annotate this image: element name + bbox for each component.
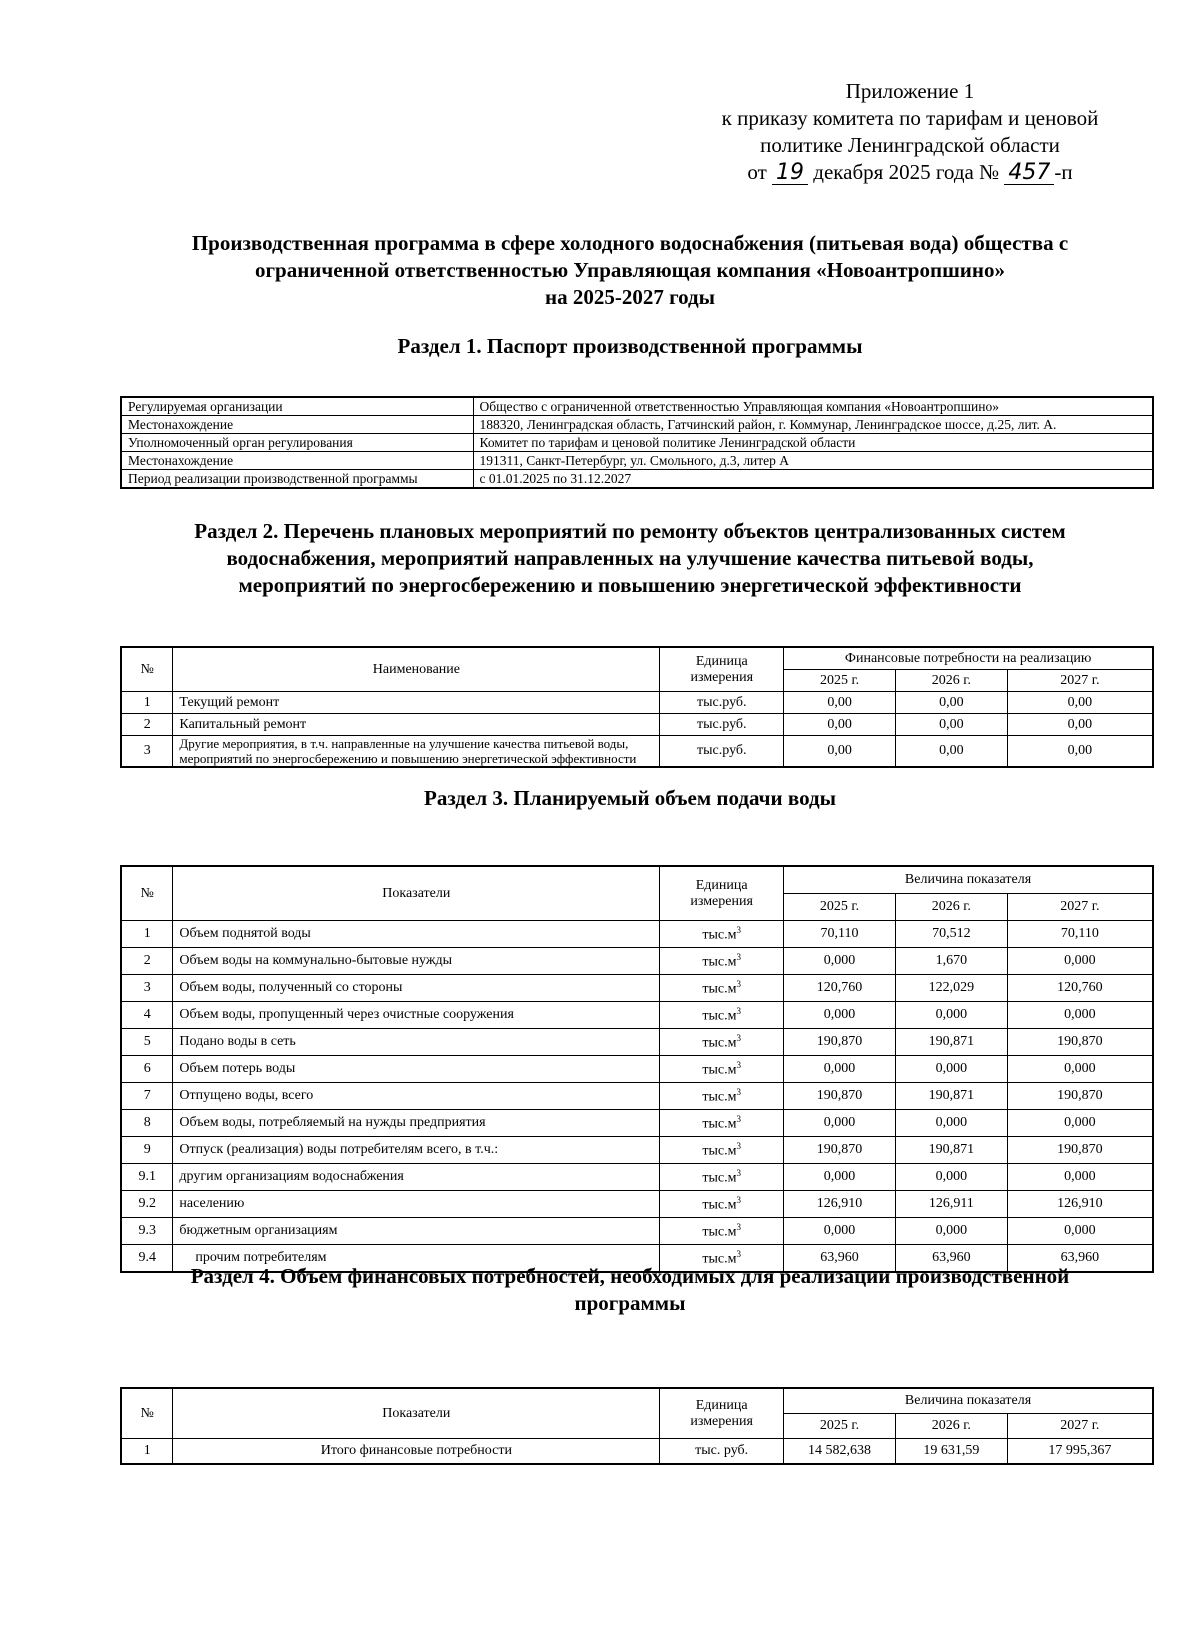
passport-label: Регулируемая организации [121, 397, 473, 416]
order-header [680, 78, 1140, 186]
row-value: 120,760 [784, 975, 896, 1002]
col-num: № [121, 1388, 173, 1439]
row-num: 9 [121, 1137, 173, 1164]
row-unit: $тыс.м^3$ [660, 1164, 784, 1191]
row-name: Объем воды, пропущенный через очистные сооружения [173, 1002, 660, 1029]
col-year: 2027 г. [1007, 894, 1153, 921]
row-value: 14 582,638 [784, 1439, 896, 1465]
row-num: 9.3 [121, 1218, 173, 1245]
document-title: Производственная программа в сфере холодного водоснабжения (питьевая вода) общества с ограниченной ответственностью Управляющая компания «Новоантропшино» на 2025-2027 годы [191, 231, 1069, 309]
row-value: 0,000 [784, 1110, 896, 1137]
row-name: Другие мероприятия, в т.ч. направленные на улучшение качества питьевой воды, мероприятий по энергосбережению и повышению энергетической эффективности [173, 736, 660, 768]
table-row [121, 416, 1153, 434]
row-value: 0,000 [784, 1056, 896, 1083]
table-row [121, 1218, 1153, 1245]
col-year: 2025 г. [784, 894, 896, 921]
row-value: 70,512 [895, 921, 1007, 948]
row-unit: $тыс.м^3$ [660, 1218, 784, 1245]
table-row [121, 397, 1153, 416]
table-row [121, 1002, 1153, 1029]
table-row [121, 975, 1153, 1002]
table-row [121, 921, 1153, 948]
row-value: 0,000 [784, 1218, 896, 1245]
row-value: 0,00 [784, 692, 896, 714]
row-value: 0,000 [1007, 1056, 1153, 1083]
col-unit: Единица измерения [660, 866, 784, 921]
row-num: 1 [121, 921, 173, 948]
row-value: 190,870 [784, 1137, 896, 1164]
appendix-label: Приложение 1 [845, 79, 975, 103]
col-value: Величина показателя [784, 866, 1153, 894]
row-value: 0,00 [784, 736, 896, 768]
table-row [121, 434, 1153, 452]
row-value: 0,00 [1007, 736, 1153, 768]
row-name: Текущий ремонт [173, 692, 660, 714]
row-num: 2 [121, 948, 173, 975]
row-num: 9.1 [121, 1164, 173, 1191]
col-year: 2025 г. [784, 1414, 896, 1439]
col-num: № [121, 866, 173, 921]
col-unit: Единица измерения [660, 647, 784, 692]
row-num: 9.4 [121, 1245, 173, 1273]
row-value: 0,00 [784, 714, 896, 736]
table-row [121, 1164, 1153, 1191]
col-unit: Единица измерения [660, 1388, 784, 1439]
row-unit: $тыс.м^3$ [660, 975, 784, 1002]
row-value: 0,000 [1007, 1218, 1153, 1245]
row-unit: $тыс.м^3$ [660, 1245, 784, 1273]
col-year: 2026 г. [895, 1414, 1007, 1439]
passport-label: Местонахождение [121, 416, 473, 434]
row-unit: $тыс.м^3$ [660, 1110, 784, 1137]
row-value: 0,000 [895, 1002, 1007, 1029]
passport-value: 188320, Ленинградская область, Гатчинский район, г. Коммунар, Ленинградское шоссе, д.25, лит. А. [473, 416, 1153, 434]
measures-table [120, 646, 1154, 768]
row-value: 0,000 [1007, 948, 1153, 975]
row-value: 0,000 [895, 1110, 1007, 1137]
passport-table [120, 396, 1154, 489]
row-value: 63,960 [784, 1245, 896, 1273]
row-unit: $тыс.м^3$ [660, 1137, 784, 1164]
handwritten-number: 457 [1004, 162, 1054, 185]
row-name: Подано воды в сеть [173, 1029, 660, 1056]
row-value: 0,000 [784, 1164, 896, 1191]
row-name: бюджетным организациям [173, 1218, 660, 1245]
row-num: 3 [121, 736, 173, 768]
row-value: 63,960 [1007, 1245, 1153, 1273]
passport-value: с 01.01.2025 по 31.12.2027 [473, 470, 1153, 489]
table-row [121, 1083, 1153, 1110]
row-num: 3 [121, 975, 173, 1002]
row-num: 5 [121, 1029, 173, 1056]
row-value: 0,00 [1007, 714, 1153, 736]
row-value: 63,960 [895, 1245, 1007, 1273]
row-name: другим организациям водоснабжения [173, 1164, 660, 1191]
table-row [121, 1439, 1153, 1465]
table-row [121, 452, 1153, 470]
row-value: 70,110 [1007, 921, 1153, 948]
section1-heading: Раздел 1. Паспорт производственной программы [397, 334, 863, 358]
row-value: 122,029 [895, 975, 1007, 1002]
row-value: 190,870 [1007, 1137, 1153, 1164]
row-num: 1 [121, 1439, 173, 1465]
row-name: Отпущено воды, всего [173, 1083, 660, 1110]
row-value: 190,870 [784, 1029, 896, 1056]
row-num: 4 [121, 1002, 173, 1029]
row-value: 0,000 [895, 1164, 1007, 1191]
row-value: 126,911 [895, 1191, 1007, 1218]
passport-value: Общество с ограниченной ответственностью Управляющая компания «Новоантропшино» [473, 397, 1153, 416]
row-value: 120,760 [1007, 975, 1153, 1002]
row-value: 190,871 [895, 1137, 1007, 1164]
row-num: 2 [121, 714, 173, 736]
row-name: населению [173, 1191, 660, 1218]
table-row [121, 470, 1153, 489]
row-unit: тыс.руб. [660, 692, 784, 714]
row-value: 0,000 [1007, 1110, 1153, 1137]
order-ref-line: к приказу комитета по тарифам и ценовой [721, 106, 1099, 130]
row-value: 0,000 [784, 1002, 896, 1029]
row-value: 0,000 [1007, 1164, 1153, 1191]
row-value: 19 631,59 [895, 1439, 1007, 1465]
row-unit: $тыс.м^3$ [660, 1083, 784, 1110]
row-value: 0,00 [1007, 692, 1153, 714]
row-unit: $тыс.м^3$ [660, 1191, 784, 1218]
table-row [121, 1029, 1153, 1056]
row-value: 190,870 [1007, 1083, 1153, 1110]
row-name: Отпуск (реализация) воды потребителям всего, в т.ч.: [173, 1137, 660, 1164]
row-value: 126,910 [1007, 1191, 1153, 1218]
row-value: 0,00 [895, 692, 1007, 714]
passport-value: Комитет по тарифам и ценовой политике Ленинградской области [473, 434, 1153, 452]
row-value: 190,871 [895, 1029, 1007, 1056]
row-name: Объем воды, потребляемый на нужды предприятия [173, 1110, 660, 1137]
row-name: прочим потребителям [173, 1245, 660, 1273]
row-value: 1,670 [895, 948, 1007, 975]
row-num: 1 [121, 692, 173, 714]
row-name: Итого финансовые потребности [173, 1439, 660, 1465]
col-year: 2027 г. [1007, 1414, 1153, 1439]
section3-heading: Раздел 3. Планируемый объем подачи воды [424, 786, 836, 810]
table-row [121, 1137, 1153, 1164]
row-value: 0,000 [895, 1218, 1007, 1245]
row-value: 70,110 [784, 921, 896, 948]
order-ref-line: политике Ленинградской области [760, 133, 1060, 157]
row-unit: $тыс.м^3$ [660, 1002, 784, 1029]
handwritten-day: 19 [772, 162, 808, 185]
row-value: 0,000 [1007, 1002, 1153, 1029]
table-row [121, 1191, 1153, 1218]
col-year: 2026 г. [895, 670, 1007, 692]
row-unit: тыс.руб. [660, 736, 784, 768]
row-value: 0,000 [784, 948, 896, 975]
finance-table [120, 1387, 1154, 1465]
table-row [121, 1056, 1153, 1083]
col-num: № [121, 647, 173, 692]
row-unit: $тыс.м^3$ [660, 948, 784, 975]
row-value: 190,871 [895, 1083, 1007, 1110]
col-name: Показатели [173, 866, 660, 921]
passport-value: 191311, Санкт-Петербург, ул. Смольного, д.3, литер А [473, 452, 1153, 470]
order-date-line: от 19 декабря 2025 года № 457 -п [747, 160, 1073, 185]
row-num: 9.2 [121, 1191, 173, 1218]
row-value: 126,910 [784, 1191, 896, 1218]
col-year: 2027 г. [1007, 670, 1153, 692]
table-row [121, 692, 1153, 714]
section4-heading: Раздел 4. Объем финансовых потребностей, необходимых для реализации производственной программы [190, 1264, 1070, 1315]
row-unit: $тыс.м^3$ [660, 921, 784, 948]
row-value: 0,000 [895, 1056, 1007, 1083]
section2-heading: Раздел 2. Перечень плановых мероприятий по ремонту объектов централизованных систем водоснабжения, мероприятий направленных на улучшение качества питьевой воды, мероприятий по энергосбережению и повышению энергетической эффективности [194, 519, 1066, 597]
table-row [121, 1110, 1153, 1137]
row-name: Объем воды, полученный со стороны [173, 975, 660, 1002]
water-volume-table [120, 865, 1154, 1273]
passport-label: Местонахождение [121, 452, 473, 470]
table-row [121, 948, 1153, 975]
row-num: 7 [121, 1083, 173, 1110]
row-name: Объем потерь воды [173, 1056, 660, 1083]
row-unit: $тыс.м^3$ [660, 1056, 784, 1083]
row-value: 190,870 [784, 1083, 896, 1110]
row-value: 0,00 [895, 714, 1007, 736]
row-unit: тыс. руб. [660, 1439, 784, 1465]
col-name: Наименование [173, 647, 660, 692]
row-unit: $тыс.м^3$ [660, 1029, 784, 1056]
table-row [121, 736, 1153, 768]
col-name: Показатели [173, 1388, 660, 1439]
table-row [121, 714, 1153, 736]
passport-label: Период реализации производственной программы [121, 470, 473, 489]
col-value: Величина показателя [784, 1388, 1153, 1414]
row-value: 190,870 [1007, 1029, 1153, 1056]
row-name: Объем воды на коммунально-бытовые нужды [173, 948, 660, 975]
row-value: 17 995,367 [1007, 1439, 1153, 1465]
col-year: 2026 г. [895, 894, 1007, 921]
row-num: 8 [121, 1110, 173, 1137]
col-year: 2025 г. [784, 670, 896, 692]
col-finance: Финансовые потребности на реализацию [784, 647, 1153, 670]
row-unit: тыс.руб. [660, 714, 784, 736]
row-name: Объем поднятой воды [173, 921, 660, 948]
row-name: Капитальный ремонт [173, 714, 660, 736]
passport-label: Уполномоченный орган регулирования [121, 434, 473, 452]
row-num: 6 [121, 1056, 173, 1083]
row-value: 0,00 [895, 736, 1007, 768]
